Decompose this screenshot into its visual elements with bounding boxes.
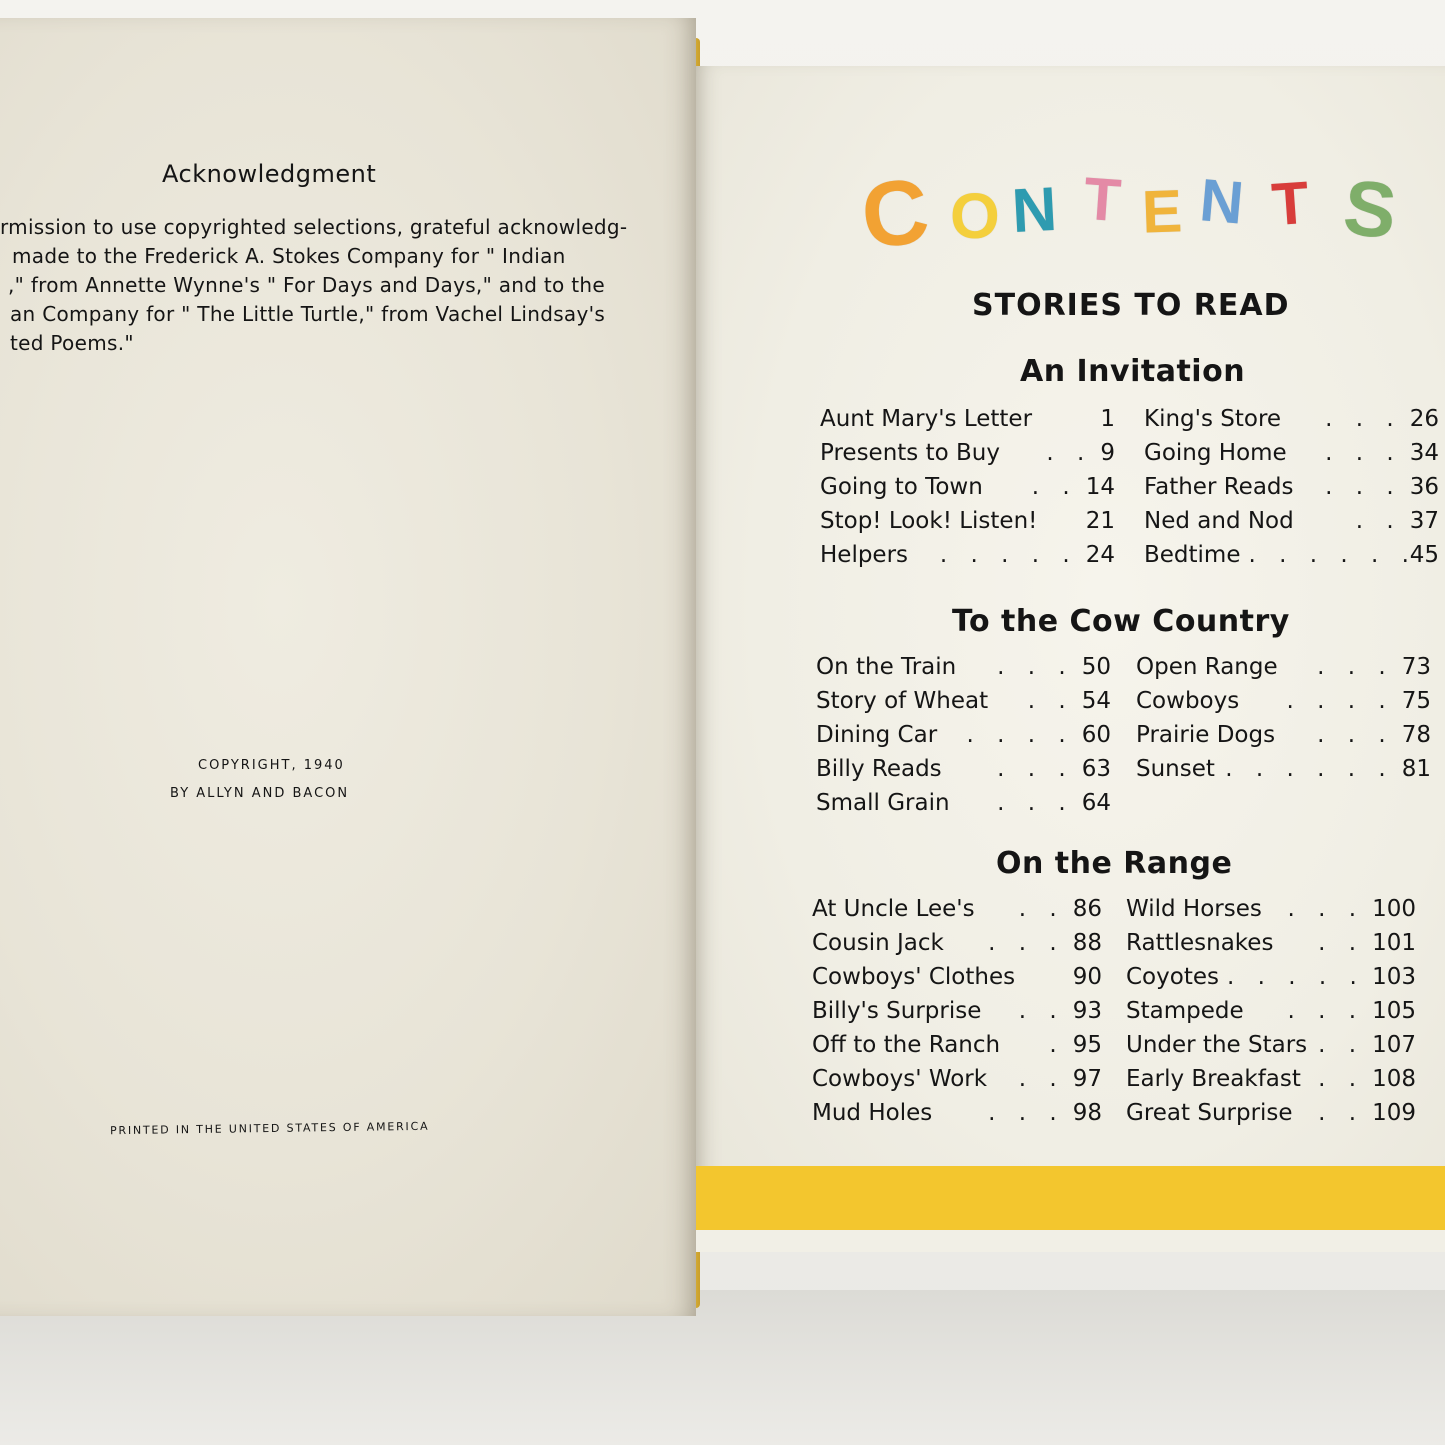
- toc-leader-dots: . .: [1027, 688, 1074, 714]
- toc-entry: [1144, 474, 1439, 508]
- toc-entry-title: Story of Wheat: [816, 688, 989, 714]
- toc-entry-page: 78: [1401, 722, 1431, 748]
- toc-entry-page: 75: [1401, 688, 1431, 714]
- toc-entry: [1136, 722, 1431, 756]
- toc-entry: [816, 756, 1111, 790]
- contents-letter: N: [1010, 174, 1059, 247]
- toc-leader-dots: . .: [1318, 930, 1365, 956]
- toc-leader-dots: . .: [1318, 1032, 1365, 1058]
- toc-entry-title: On the Train: [816, 654, 957, 680]
- toc-entry: [1126, 896, 1416, 930]
- toc-leader-dots: . . .: [1325, 440, 1402, 466]
- toc-entry-title: Cowboys: [1136, 688, 1240, 714]
- toc-leader-dots: . .: [1018, 998, 1065, 1024]
- toc-leader-dots: . . . . .: [1226, 964, 1365, 990]
- toc-entry: [1136, 688, 1431, 722]
- toc-entry-page: 81: [1401, 756, 1431, 782]
- toc-column-left: [816, 654, 1111, 824]
- toc-entry: [812, 964, 1102, 998]
- toc-leader-dots: . . . . .: [939, 542, 1078, 568]
- toc-entry-page: 101: [1372, 930, 1416, 956]
- toc-entry: [812, 1100, 1102, 1134]
- toc-entry-page: 21: [1085, 508, 1115, 534]
- toc-entry-page: 103: [1372, 964, 1416, 990]
- toc-entry-title: Wild Horses: [1126, 896, 1262, 922]
- toc-entry: [812, 1066, 1102, 1100]
- toc-leader-dots: . .: [1318, 1100, 1365, 1126]
- toc-entry-title: Sunset: [1136, 756, 1215, 782]
- toc-entry-title: Prairie Dogs: [1136, 722, 1276, 748]
- contents-letter: E: [1140, 177, 1184, 246]
- right-page: [696, 66, 1445, 1252]
- toc-entry-page: 108: [1372, 1066, 1416, 1092]
- toc-entry-page: 90: [1072, 964, 1102, 990]
- toc-entry-title: Billy Reads: [816, 756, 942, 782]
- toc-entry-title: Ned and Nod: [1144, 508, 1294, 534]
- toc-entry-page: 9: [1100, 440, 1115, 466]
- toc-entry-title: Billy's Surprise: [812, 998, 982, 1024]
- toc-entry-title: Presents to Buy: [820, 440, 1000, 466]
- ack-line: ," from Annette Wynne's " For Days and Days," and to the: [8, 273, 605, 297]
- toc-entry: [816, 790, 1111, 824]
- toc-entry: [816, 722, 1111, 756]
- toc-leader-dots: . . .: [997, 654, 1074, 680]
- contents-title: [856, 159, 1422, 269]
- toc-entry-title: Early Breakfast: [1126, 1066, 1301, 1092]
- toc-entry: [816, 688, 1111, 722]
- left-page: [0, 18, 696, 1316]
- toc-entry: [812, 1032, 1102, 1066]
- toc-leader-dots: . . .: [1317, 722, 1394, 748]
- toc-entry-page: 63: [1081, 756, 1111, 782]
- toc-entry-page: 64: [1081, 790, 1111, 816]
- toc-leader-dots: . . . .: [966, 722, 1074, 748]
- section-heading-on-the-range: On the Range: [996, 846, 1233, 881]
- toc-entry: [812, 930, 1102, 964]
- toc-entry: [1126, 964, 1416, 998]
- toc-entry-page: 109: [1372, 1100, 1416, 1126]
- toc-entry-title: Open Range: [1136, 654, 1278, 680]
- ack-line: ted Poems.": [10, 331, 134, 355]
- toc-entry-title: Dining Car: [816, 722, 938, 748]
- toc-entry-title: Helpers: [820, 542, 909, 568]
- toc-entry: [812, 998, 1102, 1032]
- contents-letter: T: [1269, 168, 1311, 239]
- toc-entry-title: King's Store: [1144, 406, 1282, 432]
- toc-entry-page: 34: [1409, 440, 1439, 466]
- toc-entry-title: Going Home: [1144, 440, 1287, 466]
- toc-entry-title: Coyotes: [1126, 964, 1219, 990]
- toc-entry: [820, 406, 1115, 440]
- toc-entry: [820, 542, 1115, 576]
- toc-entry-page: 88: [1072, 930, 1102, 956]
- toc-leader-dots: . . .: [1287, 896, 1365, 922]
- toc-leader-dots: . .: [1031, 474, 1078, 500]
- toc-column-left: [820, 406, 1115, 576]
- toc-entry: [1126, 930, 1416, 964]
- copyright-publisher: BY ALLYN AND BACON: [170, 786, 350, 801]
- toc-entry-page: 107: [1372, 1032, 1416, 1058]
- toc-column-right: [1126, 896, 1416, 1134]
- toc-entry-title: Rattlesnakes: [1126, 930, 1274, 956]
- toc-entry: [820, 440, 1115, 474]
- toc-entry-title: Great Surprise: [1126, 1100, 1293, 1126]
- toc-leader-dots: . .: [1318, 1066, 1365, 1092]
- toc-entry-page: 95: [1072, 1032, 1102, 1058]
- toc-leader-dots: . . . .: [1286, 688, 1394, 714]
- acknowledgment-title: Acknowledgment: [162, 160, 377, 188]
- toc-entry-title: Going to Town: [820, 474, 983, 500]
- toc-entry-page: 86: [1072, 896, 1102, 922]
- printed-in-line: PRINTED IN THE UNITED STATES OF AMERICA: [109, 1119, 430, 1138]
- toc-entry-page: 1: [1100, 406, 1115, 432]
- toc-entry: [1144, 440, 1439, 474]
- toc-leader-dots: . . .: [1325, 474, 1402, 500]
- toc-entry: [1126, 1100, 1416, 1134]
- contents-letter: O: [950, 180, 1000, 252]
- toc-entry-page: 14: [1085, 474, 1115, 500]
- toc-entry-page: 100: [1372, 896, 1416, 922]
- toc-entry: [1144, 542, 1439, 576]
- ack-line: an Company for " The Little Turtle," from Vachel Lindsay's: [10, 302, 606, 326]
- toc-entry: [1126, 998, 1416, 1032]
- section-heading-cow-country: To the Cow Country: [952, 604, 1290, 639]
- toc-entry-page: 54: [1081, 688, 1111, 714]
- toc-entry-page: 105: [1372, 998, 1416, 1024]
- toc-entry: [1144, 508, 1439, 542]
- toc-entry: [1126, 1066, 1416, 1100]
- toc-entry-title: Father Reads: [1144, 474, 1294, 500]
- toc-leader-dots: . .: [1018, 896, 1065, 922]
- toc-leader-dots: . . . . . .: [1248, 542, 1417, 568]
- toc-entry-title: Aunt Mary's Letter: [820, 406, 1033, 432]
- yellow-band: [696, 1166, 1445, 1230]
- contents-letter: S: [1339, 162, 1401, 256]
- section-heading-an-invitation: An Invitation: [1020, 354, 1246, 389]
- toc-entry-page: 45: [1409, 542, 1439, 568]
- toc-entry: [820, 474, 1115, 508]
- toc-leader-dots: . . .: [997, 790, 1074, 816]
- toc-leader-dots: . . .: [997, 756, 1074, 782]
- toc-entry-title: Mud Holes: [812, 1100, 933, 1126]
- toc-entry-title: Cousin Jack: [812, 930, 944, 956]
- toc-leader-dots: . .: [1046, 440, 1093, 466]
- toc-entry: [812, 896, 1102, 930]
- toc-entry: [1126, 1032, 1416, 1066]
- toc-leader-dots: . . .: [1287, 998, 1365, 1024]
- toc-entry: [820, 508, 1115, 542]
- toc-entry-title: Stampede: [1126, 998, 1244, 1024]
- toc-entry: [1136, 654, 1431, 688]
- toc-entry-title: Small Grain: [816, 790, 950, 816]
- toc-leader-dots: . . .: [1317, 654, 1394, 680]
- toc-entry-title: Cowboys' Work: [812, 1066, 988, 1092]
- contents-letter: N: [1197, 166, 1247, 237]
- toc-leader-dots: . . . . . .: [1225, 756, 1394, 782]
- toc-entry: [816, 654, 1111, 688]
- toc-entry-page: 98: [1072, 1100, 1102, 1126]
- toc-leader-dots: . . .: [988, 930, 1065, 956]
- toc-entry-page: 50: [1081, 654, 1111, 680]
- toc-leader-dots: . .: [1018, 1066, 1065, 1092]
- toc-leader-dots: . . .: [988, 1100, 1065, 1126]
- contents-letter: C: [856, 159, 934, 269]
- toc-entry-page: 36: [1409, 474, 1439, 500]
- ack-line: made to the Frederick A. Stokes Company for " Indian: [12, 244, 566, 268]
- page-bottom-margin: [696, 1230, 1445, 1252]
- toc-column-left: [812, 896, 1102, 1134]
- toc-column-right: [1144, 406, 1439, 576]
- toc-entry-page: 97: [1072, 1066, 1102, 1092]
- toc-entry: [1136, 756, 1431, 790]
- toc-entry-title: Under the Stars: [1126, 1032, 1308, 1058]
- toc-entry-title: Cowboys' Clothes: [812, 964, 1016, 990]
- toc-entry-title: Stop! Look! Listen!: [820, 508, 1038, 534]
- toc-entry-title: Bedtime: [1144, 542, 1241, 568]
- ack-line: rmission to use copyrighted selections, grateful acknowledg-: [0, 215, 628, 239]
- toc-entry-page: 24: [1085, 542, 1115, 568]
- toc-leader-dots: . .: [1355, 508, 1402, 534]
- toc-entry-title: Off to the Ranch: [812, 1032, 1001, 1058]
- toc-entry-page: 37: [1409, 508, 1439, 534]
- copyright-year: COPYRIGHT, 1940: [198, 758, 345, 773]
- toc-leader-dots: . . .: [1325, 406, 1402, 432]
- toc-entry-title: At Uncle Lee's: [812, 896, 975, 922]
- toc-entry-page: 73: [1401, 654, 1431, 680]
- toc-column-right: [1136, 654, 1431, 790]
- toc-entry-page: 26: [1409, 406, 1439, 432]
- toc-entry-page: 60: [1081, 722, 1111, 748]
- stories-to-read-heading: STORIES TO READ: [972, 288, 1290, 323]
- toc-leader-dots: .: [1049, 1032, 1065, 1058]
- contents-letter: T: [1081, 164, 1123, 235]
- toc-entry-page: 93: [1072, 998, 1102, 1024]
- toc-entry: [1144, 406, 1439, 440]
